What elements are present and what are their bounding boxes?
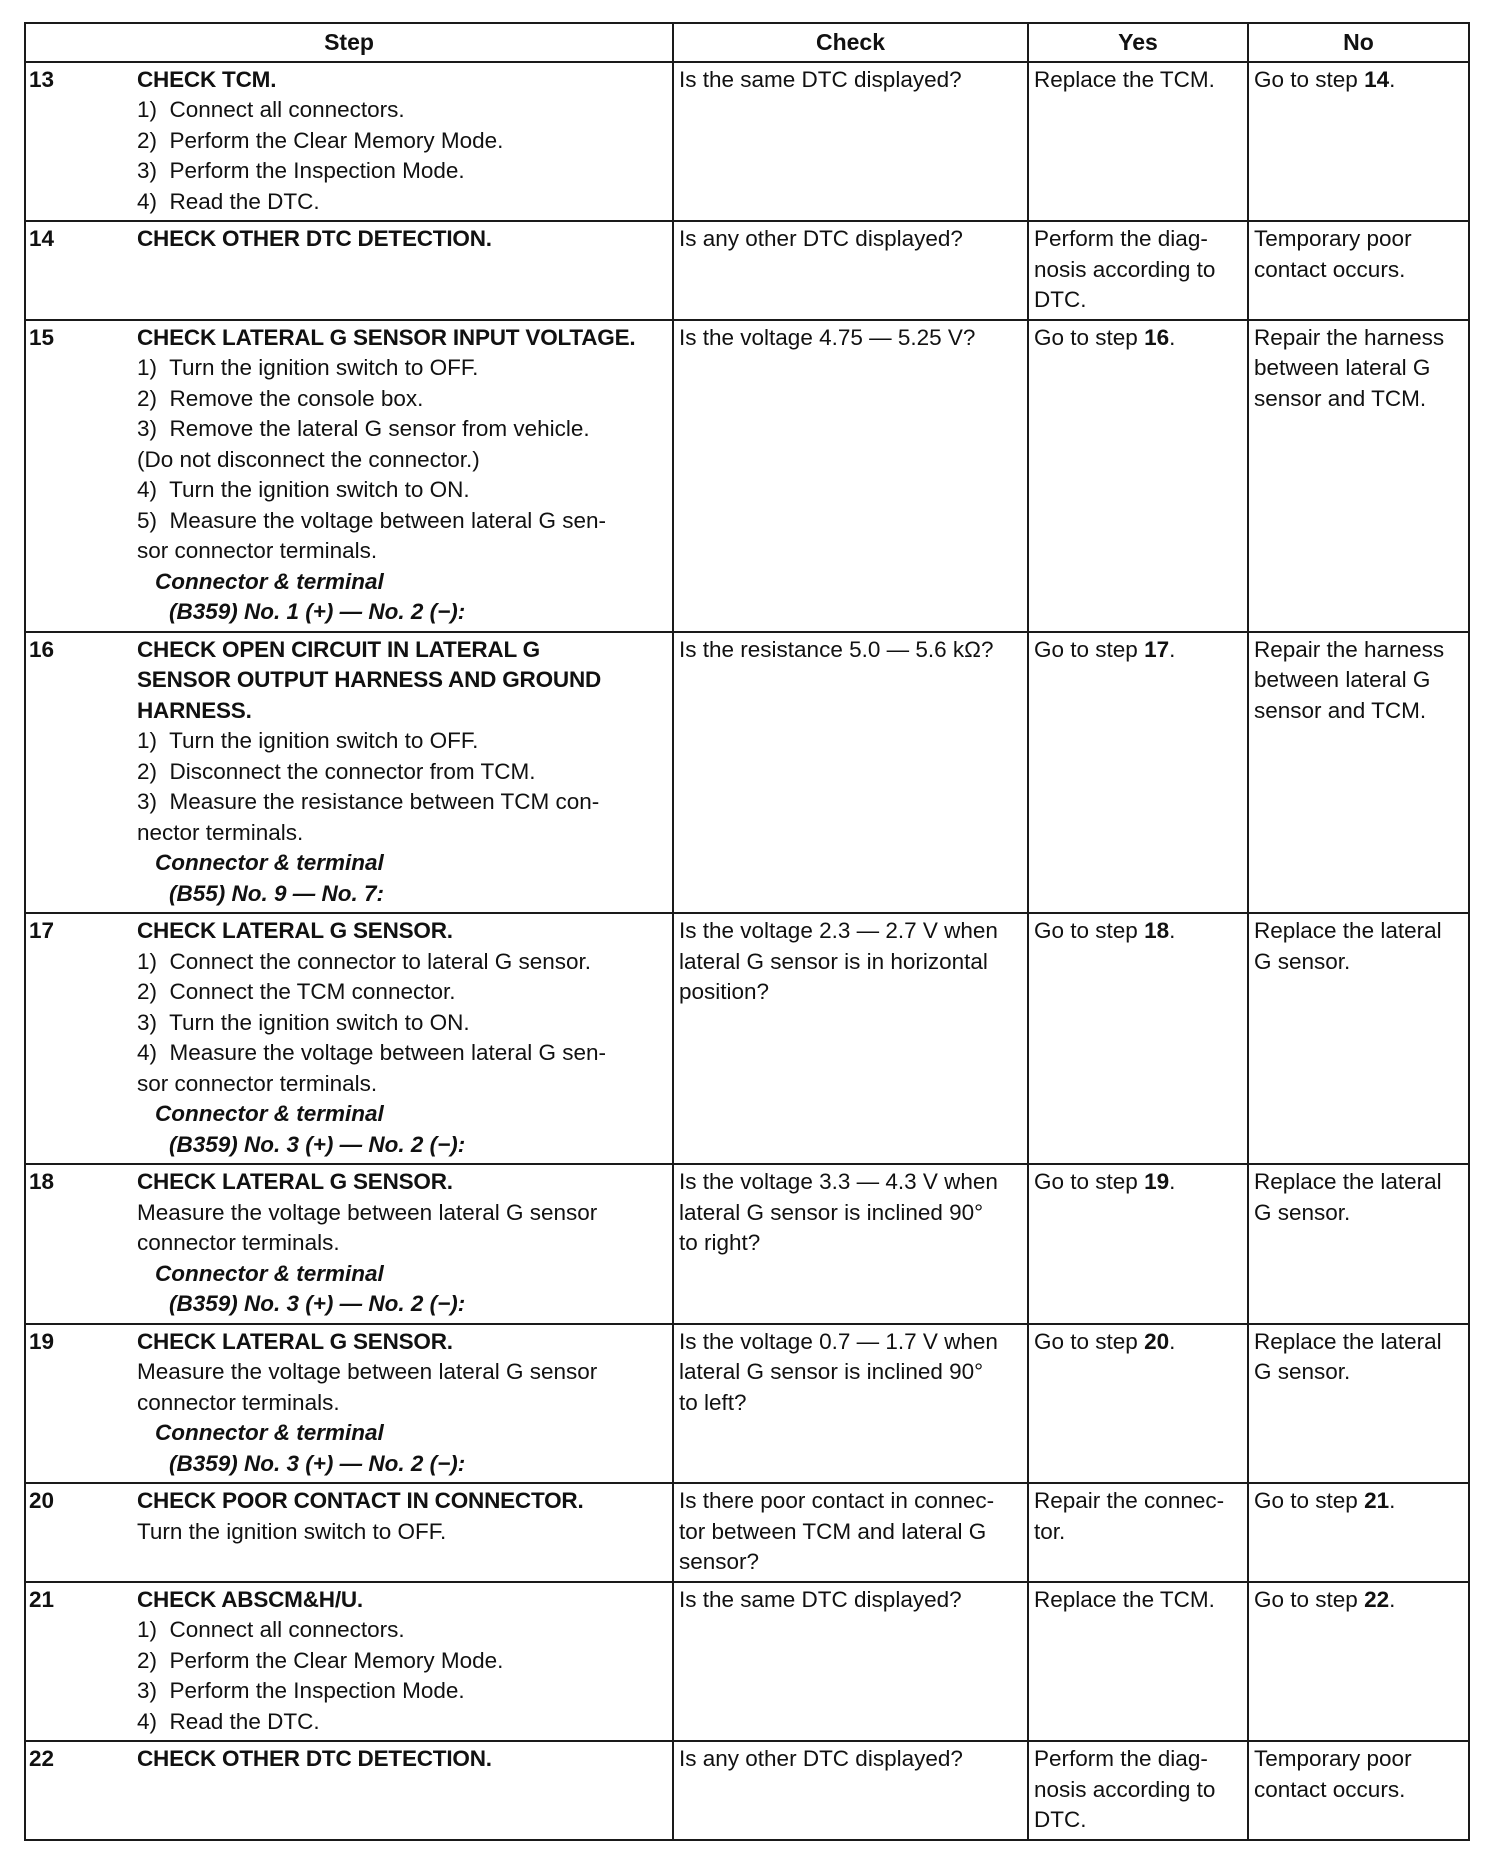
step-cell	[25, 62, 673, 222]
step-cell	[25, 632, 673, 914]
step-reference: 20	[1144, 1328, 1170, 1354]
yes-answer: Go to step 19.	[1034, 1169, 1176, 1194]
answer-line: sensor and TCM.	[1254, 697, 1427, 723]
step-title: CHECK TCM.	[137, 66, 277, 92]
step-instruction: 2) Perform the Clear Memory Mode.	[137, 127, 504, 153]
terminal-spec: (B55) No. 9 — No. 7:	[169, 880, 385, 906]
answer-line: sensor and TCM.	[1254, 385, 1427, 411]
yes-answer	[1034, 1486, 1242, 1547]
step-content	[137, 321, 672, 631]
no-cell	[1248, 1741, 1469, 1840]
answer-line: Replace the lateral	[1254, 1169, 1442, 1194]
no-cell	[1248, 1164, 1469, 1324]
step-instruction: 4) Read the DTC.	[137, 188, 320, 214]
answer-line: DTC.	[1034, 287, 1087, 312]
no-answer: Go to step 14.	[1254, 66, 1396, 92]
step-wrap	[26, 63, 672, 221]
step-instruction: 3) Turn the ignition switch to ON.	[137, 1009, 470, 1035]
step-number: 19	[29, 1328, 55, 1354]
check-line: Is any other DTC displayed?	[679, 226, 963, 251]
table-row	[25, 1483, 1469, 1582]
step-cell	[25, 1741, 673, 1840]
yes-cell	[1028, 913, 1248, 1164]
step-reference: 21	[1364, 1488, 1390, 1513]
answer-line: Repair the harness	[1254, 324, 1445, 350]
step-instruction: 1) Connect all connectors.	[137, 1617, 405, 1642]
step-title: CHECK OPEN CIRCUIT IN LATERAL G	[137, 636, 540, 662]
step-number: 16	[29, 636, 55, 662]
step-content	[137, 1165, 672, 1323]
answer-line: Replace the lateral	[1254, 1328, 1442, 1354]
no-answer	[1254, 916, 1463, 977]
step-wrap	[26, 1165, 672, 1323]
no-cell	[1248, 1582, 1469, 1742]
yes-answer	[1034, 65, 1242, 96]
table-row	[25, 1582, 1469, 1742]
step-reference: 19	[1144, 1169, 1170, 1194]
check-line: to right?	[679, 1230, 761, 1255]
check-line: sensor?	[679, 1549, 760, 1574]
step-number: 15	[29, 324, 55, 350]
table-row	[25, 221, 1469, 320]
step-instruction: 2) Connect the TCM connector.	[137, 979, 456, 1004]
step-instruction: sor connector terminals.	[137, 1070, 378, 1096]
step-wrap	[26, 222, 672, 258]
check-line: Is the voltage 0.7 — 1.7 V when	[679, 1328, 998, 1354]
table-row	[25, 320, 1469, 632]
yes-cell	[1028, 1324, 1248, 1484]
answer-line: Replace the lateral	[1254, 918, 1442, 943]
yes-cell	[1028, 632, 1248, 914]
terminal-spec: (B359) No. 3 (+) — No. 2 (−):	[169, 1450, 466, 1476]
step-instruction: 3) Perform the Inspection Mode.	[137, 158, 465, 183]
diagnostic-table	[24, 22, 1470, 1841]
answer-line: G sensor.	[1254, 1199, 1351, 1225]
step-instruction: 1) Connect the connector to lateral G sensor.	[137, 948, 591, 974]
step-cell	[25, 221, 673, 320]
check-cell	[673, 1164, 1028, 1324]
terminal-spec: (B359) No. 3 (+) — No. 2 (−):	[169, 1131, 466, 1157]
step-content	[137, 914, 672, 1163]
step-wrap	[26, 914, 672, 1163]
answer-line: nosis according to	[1034, 256, 1216, 282]
no-answer	[1254, 323, 1463, 415]
step-title: CHECK ABSCM&H/U.	[137, 1586, 363, 1612]
step-number: 17	[29, 918, 55, 943]
no-answer	[1254, 1744, 1463, 1805]
no-cell	[1248, 913, 1469, 1164]
header-no: No	[1248, 23, 1469, 62]
yes-answer	[1034, 1585, 1242, 1616]
connector-label: Connector & terminal	[155, 568, 384, 594]
step-instruction: 4) Measure the voltage between lateral G sen-	[137, 1040, 607, 1065]
table-body	[25, 62, 1469, 1840]
terminal-spec: (B359) No. 1 (+) — No. 2 (−):	[169, 599, 466, 624]
step-reference: 14	[1364, 66, 1390, 92]
yes-answer: Go to step 18.	[1034, 918, 1176, 943]
step-content	[137, 1742, 672, 1778]
step-cell	[25, 1483, 673, 1582]
no-cell	[1248, 62, 1469, 222]
step-instruction: 2) Perform the Clear Memory Mode.	[137, 1647, 504, 1673]
no-cell	[1248, 221, 1469, 320]
step-number: 14	[29, 226, 55, 251]
answer-line: G sensor.	[1254, 1359, 1351, 1384]
table-row	[25, 913, 1469, 1164]
check-cell	[673, 221, 1028, 320]
header-yes: Yes	[1028, 23, 1248, 62]
step-instruction: connector terminals.	[137, 1230, 340, 1255]
yes-answer: Go to step 17.	[1034, 636, 1176, 662]
step-number: 20	[29, 1488, 55, 1513]
step-title: CHECK OTHER DTC DETECTION.	[137, 1746, 492, 1771]
no-cell	[1248, 632, 1469, 914]
step-title: CHECK LATERAL G SENSOR.	[137, 918, 453, 943]
yes-cell	[1028, 1741, 1248, 1840]
header-check: Check	[673, 23, 1028, 62]
step-instruction: 2) Disconnect the connector from TCM.	[137, 758, 536, 784]
no-answer: Go to step 22.	[1254, 1586, 1396, 1612]
check-cell	[673, 913, 1028, 1164]
table-row	[25, 1741, 1469, 1840]
answer-line: Replace the TCM.	[1034, 66, 1215, 92]
check-line: lateral G sensor is in horizontal	[679, 948, 988, 974]
step-wrap	[26, 1742, 672, 1778]
step-content	[137, 63, 672, 221]
yes-cell	[1028, 1164, 1248, 1324]
step-instruction: 3) Remove the lateral G sensor from vehicle.	[137, 416, 590, 441]
step-instruction: 1) Turn the ignition switch to OFF.	[137, 728, 479, 753]
step-instruction: (Do not disconnect the connector.)	[137, 446, 480, 472]
answer-line: Replace the TCM.	[1034, 1586, 1215, 1612]
check-line: Is there poor contact in connec-	[679, 1488, 995, 1513]
step-instruction: nector terminals.	[137, 819, 304, 845]
no-answer	[1254, 224, 1463, 285]
no-answer	[1254, 1167, 1463, 1228]
answer-line: tor.	[1034, 1518, 1066, 1544]
answer-line: G sensor.	[1254, 948, 1351, 974]
step-instruction: Turn the ignition switch to OFF.	[137, 1518, 447, 1544]
check-line: Is the voltage 2.3 — 2.7 V when	[679, 918, 998, 943]
check-line: tor between TCM and lateral G	[679, 1518, 987, 1544]
step-content	[137, 222, 672, 258]
check-line: Is the voltage 3.3 — 4.3 V when	[679, 1169, 998, 1194]
table-row	[25, 62, 1469, 222]
step-instruction: 2) Remove the console box.	[137, 385, 424, 411]
connector-label: Connector & terminal	[155, 1101, 384, 1126]
check-cell	[673, 1741, 1028, 1840]
step-title: CHECK LATERAL G SENSOR.	[137, 1169, 453, 1194]
step-instruction: sor connector terminals.	[137, 538, 378, 563]
check-cell	[673, 1324, 1028, 1484]
step-cell	[25, 1582, 673, 1742]
check-line: Is the resistance 5.0 — 5.6 kΩ?	[679, 636, 994, 662]
answer-line: contact occurs.	[1254, 256, 1406, 282]
step-instruction: Measure the voltage between lateral G sensor	[137, 1199, 598, 1225]
yes-answer	[1034, 1744, 1242, 1836]
answer-line: contact occurs.	[1254, 1776, 1406, 1802]
answer-line: Temporary poor	[1254, 226, 1412, 251]
answer-line: between lateral G	[1254, 355, 1431, 380]
step-instruction: 3) Perform the Inspection Mode.	[137, 1678, 465, 1703]
step-instruction: 1) Turn the ignition switch to OFF.	[137, 355, 479, 380]
table-row	[25, 632, 1469, 914]
answer-line: Repair the harness	[1254, 636, 1445, 662]
check-line: Is the same DTC displayed?	[679, 66, 962, 92]
check-cell	[673, 1582, 1028, 1742]
step-wrap	[26, 633, 672, 913]
step-title: CHECK LATERAL G SENSOR.	[137, 1328, 453, 1354]
check-line: Is the voltage 4.75 — 5.25 V?	[679, 324, 976, 350]
no-cell	[1248, 1483, 1469, 1582]
check-line: lateral G sensor is inclined 90°	[679, 1199, 984, 1225]
yes-cell	[1028, 1582, 1248, 1742]
yes-cell	[1028, 320, 1248, 632]
step-content	[137, 1325, 672, 1483]
check-line: lateral G sensor is inclined 90°	[679, 1359, 984, 1384]
no-cell	[1248, 320, 1469, 632]
step-wrap	[26, 1583, 672, 1741]
step-reference: 16	[1144, 324, 1170, 350]
step-instruction: 1) Connect all connectors.	[137, 97, 405, 122]
check-line: to left?	[679, 1389, 747, 1415]
connector-label: Connector & terminal	[155, 1260, 384, 1286]
step-reference: 17	[1144, 636, 1170, 662]
step-instruction: 4) Turn the ignition switch to ON.	[137, 477, 470, 502]
step-title: SENSOR OUTPUT HARNESS AND GROUND	[137, 667, 602, 692]
yes-answer: Go to step 16.	[1034, 324, 1176, 350]
check-cell	[673, 320, 1028, 632]
answer-line: between lateral G	[1254, 667, 1431, 692]
header-step: Step	[25, 23, 673, 62]
no-answer	[1254, 1327, 1463, 1388]
no-answer: Go to step 21.	[1254, 1488, 1396, 1513]
step-reference: 18	[1144, 918, 1170, 943]
step-cell	[25, 320, 673, 632]
check-cell	[673, 632, 1028, 914]
yes-answer	[1034, 224, 1242, 316]
connector-label: Connector & terminal	[155, 850, 384, 875]
step-title: HARNESS.	[137, 697, 252, 723]
check-line: position?	[679, 979, 770, 1004]
step-wrap	[26, 321, 672, 631]
terminal-spec: (B359) No. 3 (+) — No. 2 (−):	[169, 1291, 466, 1316]
step-number: 21	[29, 1586, 55, 1612]
yes-cell	[1028, 221, 1248, 320]
step-cell	[25, 1324, 673, 1484]
step-content	[137, 1583, 672, 1741]
step-reference: 22	[1364, 1586, 1390, 1612]
table-row	[25, 1324, 1469, 1484]
no-answer	[1254, 635, 1463, 727]
step-wrap	[26, 1484, 672, 1550]
answer-line: Perform the diag-	[1034, 1746, 1208, 1771]
step-number: 13	[29, 66, 55, 92]
step-wrap	[26, 1325, 672, 1483]
step-content	[137, 1484, 672, 1550]
answer-line: nosis according to	[1034, 1776, 1216, 1802]
step-cell	[25, 1164, 673, 1324]
table-row	[25, 1164, 1469, 1324]
check-line: Is any other DTC displayed?	[679, 1746, 963, 1771]
step-title: CHECK OTHER DTC DETECTION.	[137, 226, 492, 251]
answer-line: Temporary poor	[1254, 1746, 1412, 1771]
step-instruction: connector terminals.	[137, 1389, 340, 1415]
check-cell	[673, 1483, 1028, 1582]
step-instruction: 4) Read the DTC.	[137, 1708, 320, 1734]
step-title: CHECK POOR CONTACT IN CONNECTOR.	[137, 1488, 584, 1513]
step-title: CHECK LATERAL G SENSOR INPUT VOLTAGE.	[137, 324, 636, 350]
check-cell	[673, 62, 1028, 222]
answer-line: Repair the connec-	[1034, 1488, 1225, 1513]
yes-answer: Go to step 20.	[1034, 1328, 1176, 1354]
yes-cell	[1028, 62, 1248, 222]
answer-line: DTC.	[1034, 1807, 1087, 1832]
answer-line: Perform the diag-	[1034, 226, 1208, 251]
step-instruction: 5) Measure the voltage between lateral G sen-	[137, 507, 607, 533]
connector-label: Connector & terminal	[155, 1420, 384, 1445]
table-header-row	[25, 23, 1469, 62]
step-number: 22	[29, 1746, 55, 1771]
check-line: Is the same DTC displayed?	[679, 1586, 962, 1612]
step-content	[137, 633, 672, 913]
step-cell	[25, 913, 673, 1164]
yes-cell	[1028, 1483, 1248, 1582]
step-number: 18	[29, 1169, 55, 1194]
step-instruction: 3) Measure the resistance between TCM con-	[137, 789, 600, 814]
no-cell	[1248, 1324, 1469, 1484]
step-instruction: Measure the voltage between lateral G sensor	[137, 1359, 598, 1384]
